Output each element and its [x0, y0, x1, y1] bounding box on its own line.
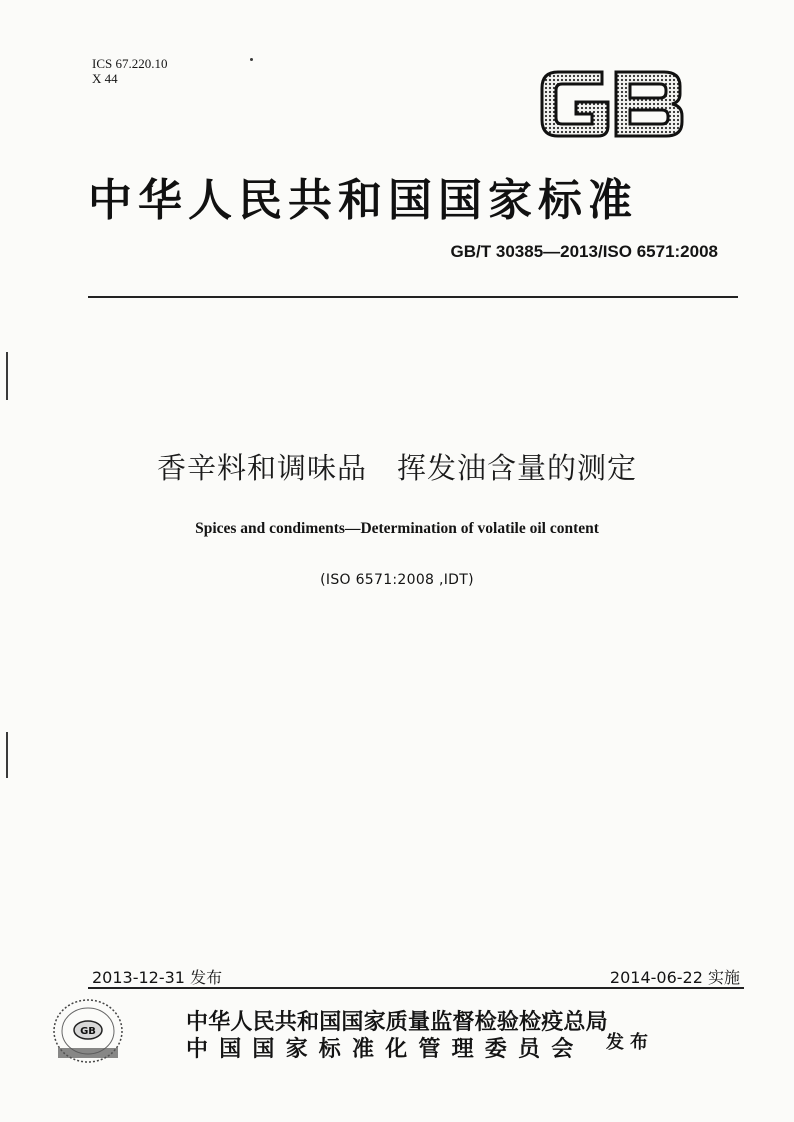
issuer-sac: 中国国家标准化管理委员会 — [186, 1037, 585, 1062]
national-standard-title: 中华人民共和国国家标准 — [88, 175, 638, 226]
iso-reference: (ISO 6571:2008 ,IDT) — [320, 572, 474, 588]
issue-date: 2013-12-31 发布 — [92, 968, 223, 987]
ccs-code: X 44 — [92, 71, 118, 86]
gb-logo — [536, 62, 688, 146]
ics-code: ICS 67.220.10 — [92, 56, 168, 71]
publish-label: 发布 — [606, 1032, 654, 1053]
anti-counterfeit-seal — [50, 996, 126, 1066]
effective-date: 2014-06-22 实施 — [609, 968, 740, 987]
footer-divider — [88, 987, 744, 989]
scan-mark-top — [6, 352, 8, 400]
header-divider — [88, 296, 738, 298]
scan-mark-bottom — [6, 732, 8, 778]
issuer-aqsiq: 中华人民共和国国家质量监督检验检疫总局 — [186, 1010, 608, 1035]
issuing-authorities — [186, 1010, 608, 1064]
document-title-english: Spices and condiments—Determination of volatile oil content — [195, 520, 599, 537]
classification-codes — [92, 56, 167, 86]
svg-text:GB: GB — [80, 1026, 96, 1037]
document-title-chinese: 香辛料和调味品 挥发油含量的测定 — [156, 451, 637, 485]
standard-number: GB/T 30385—2013/ISO 6571:2008 — [450, 242, 718, 261]
scan-dot — [250, 58, 253, 61]
